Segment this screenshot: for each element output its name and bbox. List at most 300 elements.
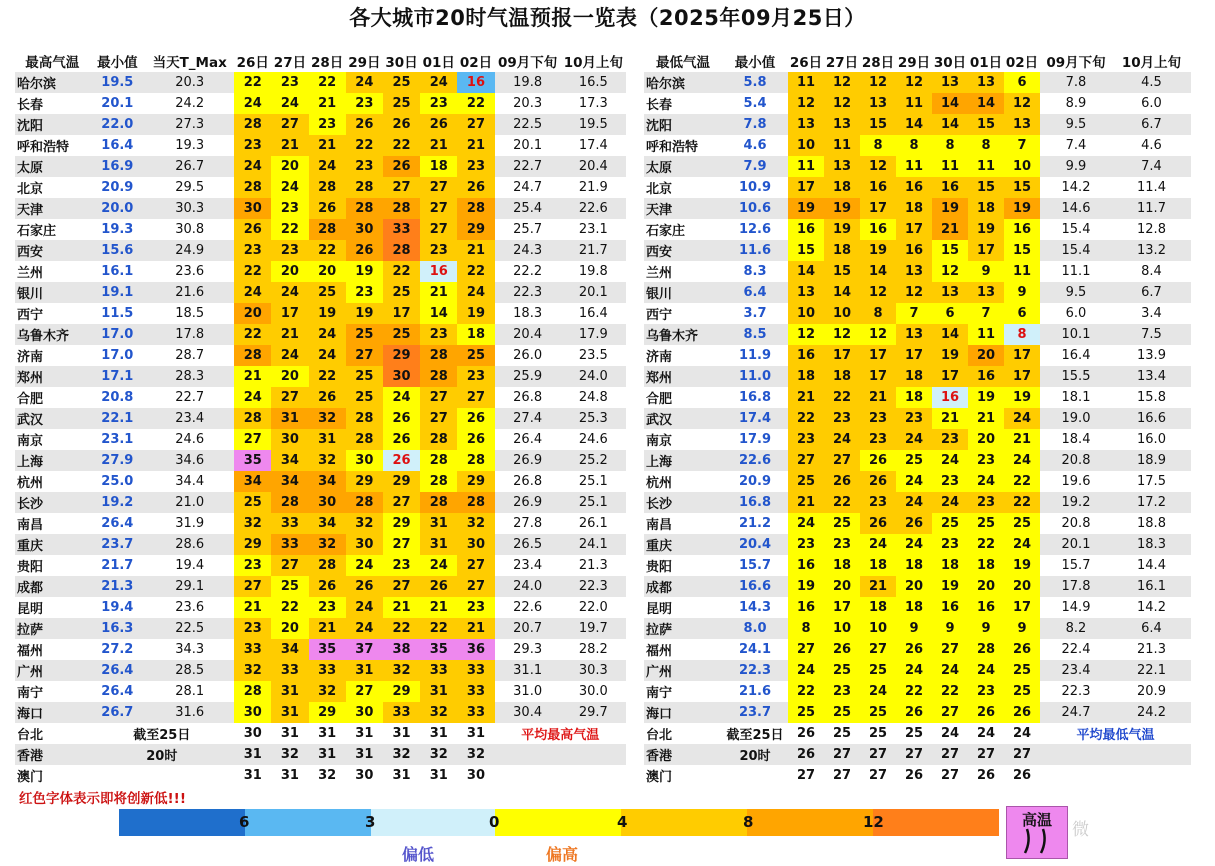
day-value: 38 — [383, 639, 420, 660]
day-value: 31 — [280, 726, 299, 741]
min-value: 19.3 — [101, 222, 134, 237]
day-value: 17 — [968, 240, 1004, 261]
table-row — [644, 429, 1191, 450]
late-sep-value: 25.4 — [495, 198, 561, 219]
early-oct-value: 21.3 — [578, 558, 608, 573]
min-value: 20.0 — [89, 198, 145, 219]
early-oct-value: 28.2 — [578, 642, 608, 657]
table-row — [15, 72, 626, 93]
day-value: 27 — [1004, 744, 1040, 765]
day-value: 24 — [234, 387, 271, 408]
today-max: 19.4 — [175, 558, 205, 573]
day-value: 31 — [271, 681, 308, 702]
city-name: 成都 — [644, 576, 722, 597]
city-name: 天津 — [644, 198, 722, 219]
city-name: 兰州 — [17, 266, 44, 281]
day-value: 19 — [932, 198, 968, 219]
day-value: 23 — [271, 198, 308, 219]
day-value: 28 — [346, 177, 383, 198]
min-value: 21.7 — [101, 558, 134, 573]
min-value: 11.5 — [101, 306, 134, 321]
day-value: 21 — [932, 408, 968, 429]
table-row — [15, 93, 626, 114]
city-name: 福州 — [646, 644, 673, 659]
late-sep-value: 20.7 — [495, 618, 561, 639]
day-value: 21 — [932, 219, 968, 240]
early-oct-value: 23.1 — [578, 222, 608, 237]
day-value: 28 — [234, 114, 271, 135]
day-value: 14 — [968, 93, 1004, 114]
city-name: 银川 — [644, 282, 722, 303]
min-value: 4.6 — [743, 138, 767, 153]
day-value: 22 — [1004, 471, 1040, 492]
day-value: 29 — [309, 702, 346, 723]
day-value: 13 — [824, 156, 860, 177]
city-name: 西安 — [644, 240, 722, 261]
day-value: 33 — [383, 702, 420, 723]
day-value: 28 — [309, 219, 346, 240]
day-value: 31 — [271, 702, 308, 723]
min-value: 7.9 — [722, 156, 788, 177]
today-max: 31.6 — [145, 702, 234, 723]
city-name: 香港 — [15, 744, 89, 765]
day-value: 30 — [346, 219, 383, 240]
day-value: 15 — [824, 261, 860, 282]
day-value: 18 — [788, 366, 824, 387]
day-value: 26 — [383, 156, 420, 177]
late-sep-value: 22.6 — [513, 600, 543, 615]
early-oct-value: 25.3 — [561, 408, 626, 429]
min-value: 6.4 — [722, 282, 788, 303]
day-value: 23 — [932, 471, 968, 492]
day-value: 16 — [788, 597, 824, 618]
early-oct-value: 17.2 — [1112, 492, 1191, 513]
day-value: 20 — [824, 576, 860, 597]
city-name: 西宁 — [17, 308, 44, 323]
city-name: 广州 — [15, 660, 89, 681]
day-value: 30 — [457, 534, 494, 555]
day-value: 13 — [860, 93, 896, 114]
day-value: 25 — [271, 576, 308, 597]
day-value: 27 — [860, 639, 896, 660]
city-name: 郑州 — [644, 366, 722, 387]
city-name: 沈阳 — [644, 114, 722, 135]
day-value: 18 — [457, 324, 494, 345]
day-value: 26 — [896, 513, 932, 534]
early-oct-value: 18.3 — [1112, 534, 1191, 555]
day-value: 18 — [824, 177, 860, 198]
table-row — [644, 660, 1191, 681]
late-sep-value: 20.4 — [495, 324, 561, 345]
min-value: 19.5 — [89, 72, 145, 93]
day-value: 27 — [940, 768, 960, 783]
late-sep-value: 16.4 — [1061, 348, 1091, 363]
day-value: 28 — [457, 450, 494, 471]
day-value: 19 — [788, 198, 824, 219]
header-cell: 27日 — [825, 55, 859, 71]
early-oct-value: 12.8 — [1137, 222, 1166, 237]
late-sep-value: 7.4 — [1065, 138, 1087, 153]
day-value: 14 — [932, 324, 968, 345]
day-value: 21 — [420, 135, 457, 156]
day-value: 11 — [824, 135, 860, 156]
day-value: 23 — [788, 534, 824, 555]
table-row — [644, 471, 1191, 492]
day-value: 26 — [420, 576, 457, 597]
table-row — [15, 534, 626, 555]
day-value: 11 — [788, 156, 824, 177]
day-value: 12 — [932, 261, 968, 282]
today-max: 22.7 — [175, 390, 205, 405]
table-row — [15, 723, 626, 744]
day-value: 33 — [234, 639, 271, 660]
day-value: 12 — [788, 93, 824, 114]
day-value: 33 — [383, 219, 420, 240]
min-value: 截至25日 — [726, 728, 784, 743]
day-value: 13 — [968, 282, 1004, 303]
day-value: 27 — [457, 555, 494, 576]
day-value: 20 — [271, 366, 308, 387]
day-value: 25 — [346, 387, 383, 408]
day-value: 26 — [904, 768, 924, 783]
early-oct-value: 18.9 — [1112, 450, 1191, 471]
day-value: 17 — [1004, 597, 1040, 618]
day-value: 13 — [932, 282, 968, 303]
today-max: 21.6 — [145, 282, 234, 303]
early-oct-value: 4.5 — [1112, 72, 1191, 93]
day-value: 27 — [796, 768, 816, 783]
day-value: 23 — [420, 93, 457, 114]
early-oct-value: 21.7 — [561, 240, 626, 261]
late-sep-value: 26.5 — [495, 534, 561, 555]
today-max: 29.1 — [145, 576, 234, 597]
city-name: 西宁 — [646, 308, 673, 323]
city-name: 台北 — [17, 728, 44, 743]
day-value: 13 — [896, 324, 932, 345]
day-value: 18 — [860, 597, 896, 618]
day-value: 25 — [860, 702, 896, 723]
city-name: 沈阳 — [15, 114, 89, 135]
day-value: 21 — [860, 387, 896, 408]
day-value: 21 — [1004, 429, 1040, 450]
day-value: 27 — [932, 702, 968, 723]
late-sep-value: 15.4 — [1040, 240, 1112, 261]
day-value: 32 — [309, 408, 346, 429]
day-value: 23 — [824, 408, 860, 429]
min-value: 14.3 — [738, 600, 772, 615]
table-row — [15, 555, 626, 576]
late-sep-value: 23.4 — [513, 558, 543, 573]
day-value: 12 — [824, 93, 860, 114]
min-value: 23.7 — [722, 702, 788, 723]
late-sep-value: 15.5 — [1040, 366, 1112, 387]
early-oct-value: 21.3 — [1137, 642, 1166, 657]
city-name: 长沙 — [15, 492, 89, 513]
day-value: 25 — [309, 282, 346, 303]
day-value: 23 — [896, 408, 932, 429]
day-value: 32 — [271, 744, 308, 765]
day-value: 19 — [968, 387, 1004, 408]
day-value: 7 — [896, 303, 932, 324]
day-value: 20 — [271, 261, 308, 282]
day-value: 20 — [968, 345, 1004, 366]
min-value: 16.6 — [722, 576, 788, 597]
city-name: 拉萨 — [644, 618, 722, 639]
day-value: 27 — [860, 744, 896, 765]
day-value: 23 — [346, 93, 383, 114]
day-value: 24 — [896, 492, 932, 513]
day-value: 6 — [1004, 72, 1040, 93]
header-cell: 09月下旬 — [1046, 55, 1106, 71]
late-sep-value: 8.9 — [1065, 96, 1087, 111]
day-value: 23 — [234, 135, 271, 156]
min-value: 21.6 — [738, 684, 772, 699]
late-sep-value: 26.4 — [513, 432, 543, 447]
day-value: 31 — [392, 768, 411, 783]
day-value: 31 — [271, 408, 308, 429]
day-value: 12 — [788, 324, 824, 345]
day-value: 27 — [832, 768, 852, 783]
day-value: 21 — [234, 366, 271, 387]
late-sep-value: 31.0 — [513, 684, 543, 699]
day-value: 7 — [1004, 135, 1040, 156]
day-value: 30 — [466, 768, 485, 783]
city-name: 广州 — [644, 660, 722, 681]
day-value: 19 — [932, 576, 968, 597]
early-oct-value: 16.4 — [578, 306, 608, 321]
today-max: 30.8 — [175, 222, 205, 237]
city-name: 贵阳 — [646, 560, 673, 575]
day-value: 11 — [788, 72, 824, 93]
today-max: 27.3 — [145, 114, 234, 135]
early-oct-value: 6.0 — [1141, 96, 1162, 111]
today-max: 24.6 — [175, 432, 205, 447]
day-value: 27 — [271, 555, 308, 576]
early-oct-value: 6.7 — [1112, 282, 1191, 303]
scale-seg-p12 — [873, 809, 999, 836]
day-value: 11 — [968, 156, 1004, 177]
today-max: 34.4 — [175, 474, 205, 489]
min-value — [722, 765, 788, 786]
late-sep-value: 26.0 — [513, 348, 543, 363]
day-value: 15 — [968, 114, 1004, 135]
day-value: 17 — [788, 177, 824, 198]
scale-seg-n3 — [245, 809, 371, 836]
day-value: 20 — [896, 576, 932, 597]
day-value: 24 — [1004, 408, 1040, 429]
day-value: 22 — [824, 387, 860, 408]
day-value: 24 — [1004, 450, 1040, 471]
day-value: 8 — [860, 303, 896, 324]
day-value: 24 — [968, 471, 1004, 492]
min-value: 16.1 — [101, 264, 134, 279]
day-value: 24 — [896, 534, 932, 555]
early-oct-value: 14.2 — [1137, 600, 1166, 615]
day-value: 26 — [346, 240, 383, 261]
min-value: 22.1 — [89, 408, 145, 429]
early-oct-value: 8.4 — [1141, 264, 1162, 279]
late-sep-value: 20.3 — [513, 96, 543, 111]
table-row — [15, 576, 626, 597]
header-cell: 30日 — [385, 55, 418, 71]
day-value: 26 — [383, 114, 420, 135]
city-name: 昆明 — [17, 602, 44, 617]
late-sep-value: 7.8 — [1040, 72, 1112, 93]
day-value: 13 — [788, 282, 824, 303]
day-value: 15 — [932, 240, 968, 261]
day-value: 30 — [243, 726, 262, 741]
day-value: 24 — [932, 660, 968, 681]
min-value — [89, 765, 234, 786]
header-cell: 09月下旬 — [497, 55, 558, 71]
table-row — [15, 240, 626, 261]
day-value: 9 — [896, 618, 932, 639]
day-value: 33 — [271, 513, 308, 534]
late-sep-value — [495, 765, 561, 786]
day-value: 25 — [868, 726, 888, 741]
city-name: 澳门 — [17, 770, 44, 785]
header-cell: 28日 — [861, 55, 895, 71]
day-value: 25 — [1004, 681, 1040, 702]
early-oct-value: 19.5 — [561, 114, 626, 135]
early-oct-value: 18.8 — [1137, 516, 1166, 531]
day-value: 21 — [309, 93, 346, 114]
day-value: 21 — [457, 618, 494, 639]
header-cell: 最小值 — [97, 55, 138, 71]
city-name: 重庆 — [15, 534, 89, 555]
day-value: 33 — [271, 660, 308, 681]
day-value: 22 — [309, 240, 346, 261]
day-value: 23 — [932, 534, 968, 555]
day-value: 23 — [383, 555, 420, 576]
day-value: 22 — [457, 93, 494, 114]
day-value: 23 — [457, 597, 494, 618]
late-sep-value: 9.5 — [1040, 114, 1112, 135]
day-value: 26 — [309, 387, 346, 408]
city-name: 武汉 — [644, 408, 722, 429]
day-value: 32 — [457, 513, 494, 534]
day-value: 20 — [271, 618, 308, 639]
day-value: 24 — [271, 282, 308, 303]
table-row — [644, 492, 1191, 513]
color-scale-bar — [119, 809, 999, 836]
city-name: 上海 — [644, 450, 722, 471]
table-row — [15, 324, 626, 345]
late-sep-value: 15.4 — [1061, 222, 1091, 237]
day-value: 23 — [234, 555, 271, 576]
early-oct-value: 21.9 — [578, 180, 608, 195]
day-value: 22 — [271, 219, 308, 240]
late-sep-value: 26.8 — [513, 474, 543, 489]
day-value: 25 — [383, 93, 420, 114]
day-value: 24 — [788, 660, 824, 681]
min-value: 20.8 — [101, 390, 134, 405]
scale-seg-n6 — [119, 809, 245, 836]
day-value: 14 — [896, 114, 932, 135]
day-value: 24 — [346, 555, 383, 576]
day-value: 19 — [860, 240, 896, 261]
day-value: 25 — [968, 513, 1004, 534]
early-oct-value: 24.2 — [1112, 702, 1191, 723]
day-value: 18 — [824, 240, 860, 261]
min-value: 11.6 — [722, 240, 788, 261]
day-value: 8 — [968, 135, 1004, 156]
day-value: 28 — [420, 366, 457, 387]
day-value: 22 — [271, 597, 308, 618]
day-value: 31 — [420, 534, 457, 555]
day-value: 24 — [346, 618, 383, 639]
min-value: 17.4 — [722, 408, 788, 429]
day-value: 10 — [824, 618, 860, 639]
city-name: 郑州 — [15, 366, 89, 387]
table-row — [644, 618, 1191, 639]
day-value: 24 — [346, 597, 383, 618]
header-cell: 最小值 — [734, 55, 776, 71]
city-name: 重庆 — [644, 534, 722, 555]
day-value: 26 — [383, 408, 420, 429]
day-value: 31 — [392, 726, 411, 741]
late-sep-value: 22.7 — [495, 156, 561, 177]
header-cell: 29日 — [348, 55, 381, 71]
day-value: 31 — [309, 744, 346, 765]
day-value: 19 — [457, 303, 494, 324]
today-max: 23.6 — [175, 600, 205, 615]
city-name: 上海 — [15, 450, 89, 471]
day-value: 15 — [1004, 240, 1040, 261]
day-value: 26 — [420, 114, 457, 135]
early-oct-value: 16.5 — [561, 72, 626, 93]
day-value: 11 — [896, 93, 932, 114]
day-value: 12 — [860, 156, 896, 177]
scale-seg-n0 — [371, 809, 495, 836]
day-value: 12 — [824, 324, 860, 345]
min-value: 16.8 — [738, 390, 772, 405]
day-value: 25 — [346, 324, 383, 345]
day-value: 22 — [309, 366, 346, 387]
today-max: 22.5 — [145, 618, 234, 639]
min-value: 26.7 — [89, 702, 145, 723]
day-value: 9 — [968, 261, 1004, 282]
early-oct-value: 16.6 — [1112, 408, 1191, 429]
table-row — [15, 345, 626, 366]
early-oct-value: 14.4 — [1137, 558, 1166, 573]
table-row — [15, 261, 626, 282]
above-normal-label: 偏高 — [546, 845, 579, 864]
table-row — [644, 240, 1191, 261]
city-name: 西安 — [15, 240, 89, 261]
table-row — [15, 639, 626, 660]
min-value: 10.6 — [722, 198, 788, 219]
day-value: 21 — [383, 597, 420, 618]
day-value: 21 — [271, 324, 308, 345]
day-value: 35 — [420, 639, 457, 660]
table-row — [15, 219, 626, 240]
min-value: 26.4 — [101, 516, 134, 531]
today-max: 26.7 — [145, 156, 234, 177]
day-value: 14 — [932, 93, 968, 114]
early-oct-value: 22.3 — [561, 576, 626, 597]
day-value: 33 — [457, 660, 494, 681]
late-sep-value: 20.1 — [513, 138, 543, 153]
day-value: 34 — [271, 450, 308, 471]
city-name: 北京 — [17, 182, 44, 197]
day-value: 35 — [234, 450, 271, 471]
day-value: 18 — [968, 555, 1004, 576]
day-value: 28 — [457, 198, 494, 219]
day-value: 24 — [271, 93, 308, 114]
table-row — [644, 408, 1191, 429]
day-value: 16 — [860, 219, 896, 240]
